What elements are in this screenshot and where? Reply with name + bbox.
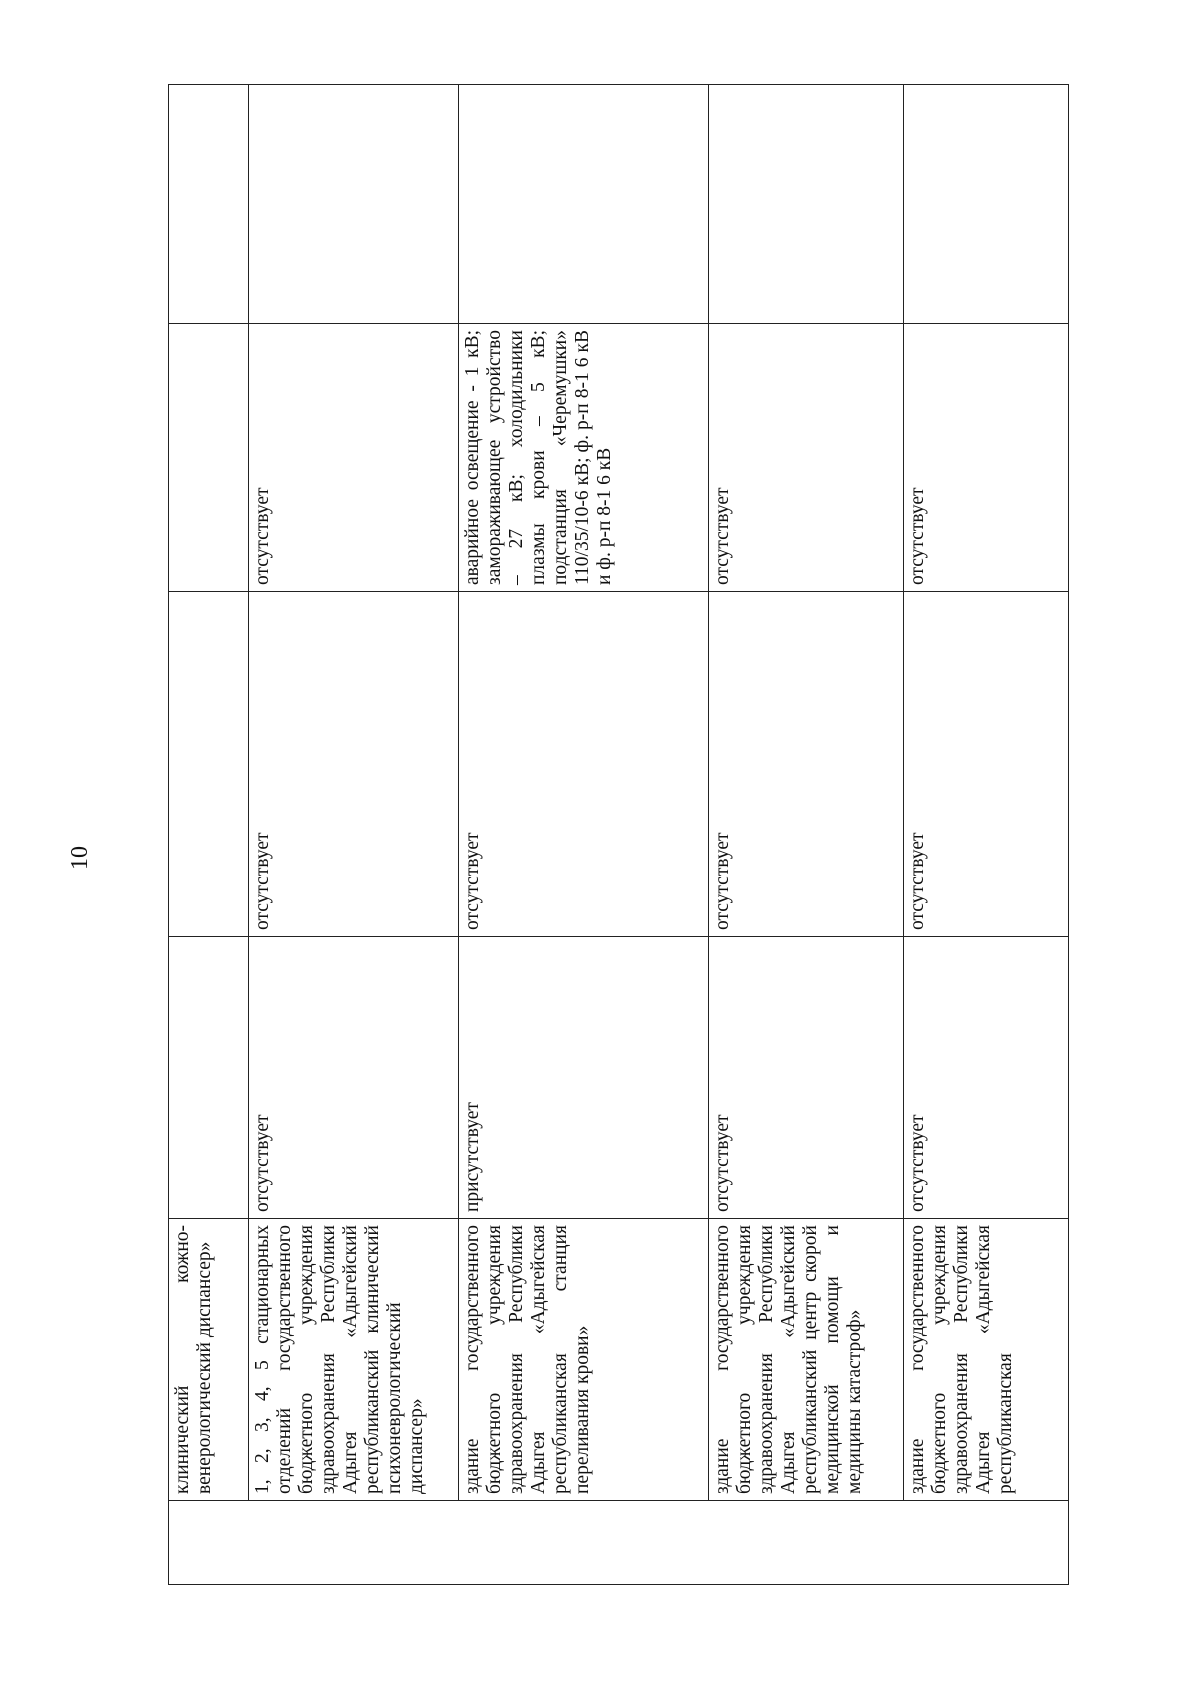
- status-cell: отсутствует: [459, 592, 709, 937]
- building-cell: здание государственного бюджетного учреждения здравоохранения Республики Адыгея «Адыгейская республиканская: [904, 1219, 1069, 1501]
- table-cell: [169, 324, 249, 592]
- table-cell: [169, 592, 249, 937]
- building-cell: 1, 2, 3, 4, 5 стационарных отделений государственного бюджетного учреждения здравоохранения Республики Адыгея «Адыгейский республиканский клинический психоневрологический диспансер»: [249, 1219, 459, 1501]
- status-cell: отсутствует: [709, 592, 904, 937]
- table-row: [904, 85, 1069, 1585]
- building-cell: здание государственного бюджетного учреждения здравоохранения Республики Адыгея «Адыгейский республиканский центр скорой медицинской помощи и медицины катастроф»: [709, 1219, 904, 1501]
- data-table: [168, 84, 1069, 1585]
- building-cell: клинический кожно-венерологический диспансер»: [169, 1219, 249, 1501]
- building-cell: здание государственного бюджетного учреждения здравоохранения Республики Адыгея «Адыгейская республиканская станция переливания крови»: [459, 1219, 709, 1501]
- table-container: [168, 85, 1068, 1585]
- status-cell: отсутствует: [249, 324, 459, 592]
- status-cell: отсутствует: [904, 937, 1069, 1219]
- table-row: [709, 85, 904, 1585]
- table-row: [459, 85, 709, 1585]
- table-row: [169, 85, 249, 1585]
- table-cell: [904, 85, 1069, 324]
- status-cell: отсутствует: [249, 592, 459, 937]
- status-cell: отсутствует: [249, 937, 459, 1219]
- status-cell: отсутствует: [904, 324, 1069, 592]
- table-cell: [249, 85, 459, 324]
- table-cell: [169, 937, 249, 1219]
- page-number: 10: [67, 846, 93, 870]
- status-cell: присутствует: [459, 937, 709, 1219]
- rotated-table-frame: [168, 85, 1068, 1585]
- power-details-cell: аварийное освещение - 1 кВ; замораживающее устройство – 27 кВ; холодильники плазмы крови – 5 кВ; подстанция «Черемушки» 110/35/10-6 кВ; ф. р-п 8-1 6 кВ и ф. р-п 8-1 6 кВ: [459, 324, 709, 592]
- table-cell: [709, 85, 904, 324]
- status-cell: отсутствует: [709, 324, 904, 592]
- table-cell: [169, 85, 249, 324]
- empty-first-column-cell: [169, 1501, 1069, 1585]
- table-cell: [459, 85, 709, 324]
- status-cell: отсутствует: [709, 937, 904, 1219]
- table-row: [249, 85, 459, 1585]
- status-cell: отсутствует: [904, 592, 1069, 937]
